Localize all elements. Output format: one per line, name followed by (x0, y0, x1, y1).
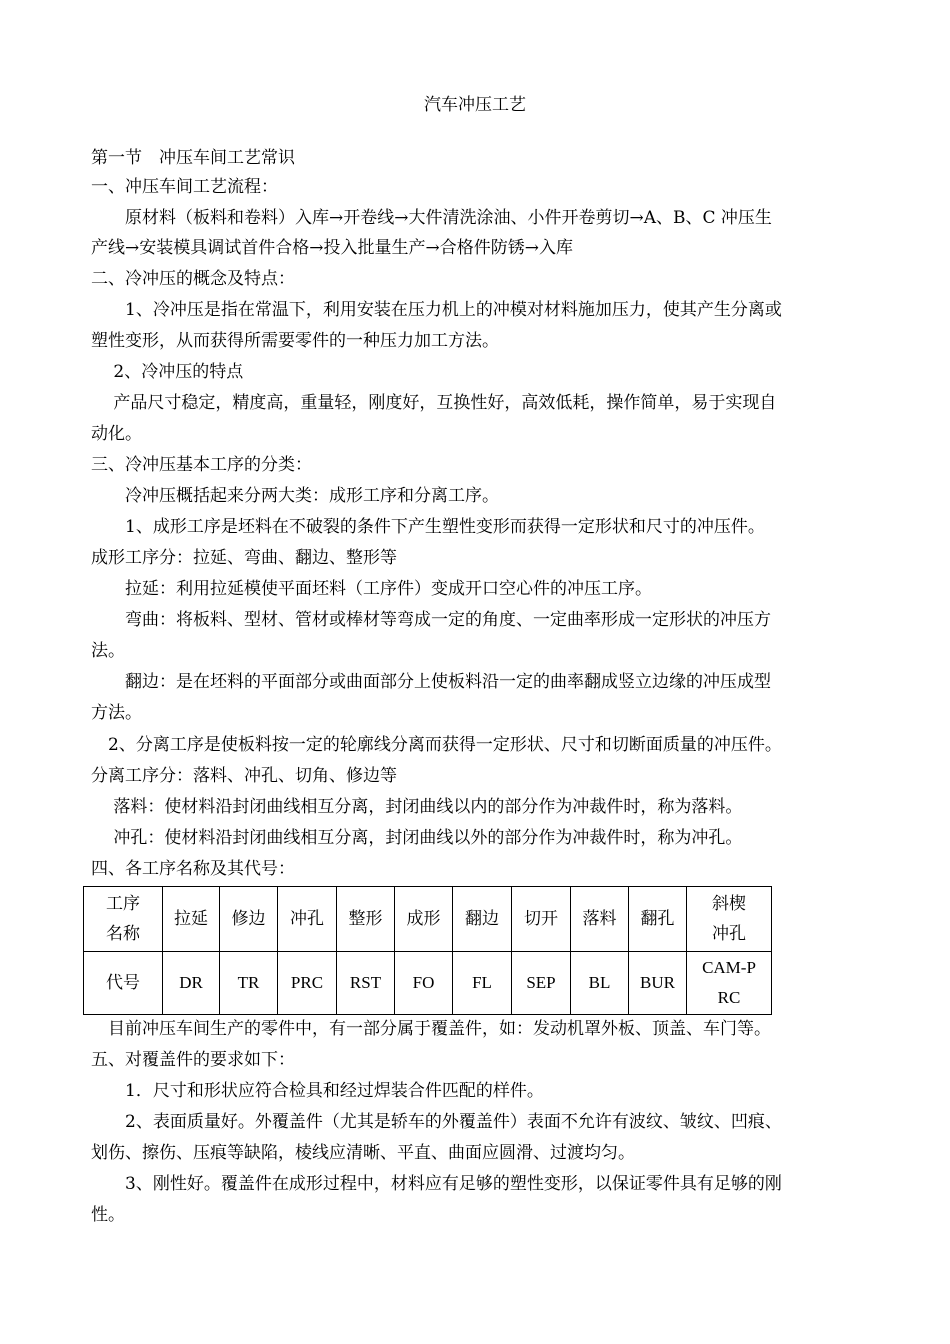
paragraph-line: 法。 (91, 641, 125, 661)
table-cell: 修边 (220, 887, 278, 952)
table-cell (687, 952, 772, 1015)
header-text: 名称 (106, 924, 140, 944)
subsection-heading: 四、各工序名称及其代号： (91, 859, 295, 879)
table-cell: 冲孔 (278, 887, 337, 952)
table-row (84, 887, 772, 952)
paragraph-line: 塑性变形，从而获得所需要零件的一种压力加工方法。 (91, 331, 499, 351)
paragraph-line: 分离工序分：落料、冲孔、切角、修边等 (91, 766, 397, 786)
table-cell: FO (395, 952, 453, 1015)
paragraph-line: 目前冲压车间生产的零件中，有一部分属于覆盖件，如：发动机罩外板、顶盖、车门等。 (91, 1019, 771, 1039)
paragraph-line: 落料：使材料沿封闭曲线相互分离，封闭曲线以内的部分作为冲裁件时，称为落料。 (91, 797, 743, 817)
table-cell: PRC (278, 952, 337, 1015)
subsection-heading: 一、冲压车间工艺流程： (91, 177, 278, 197)
cell-text: CAM-P (702, 958, 756, 977)
subsection-heading: 三、冷冲压基本工序的分类： (91, 455, 312, 475)
table-cell: 翻边 (453, 887, 512, 952)
paragraph-line: 性。 (91, 1205, 125, 1225)
cell-text: 斜楔 (712, 894, 746, 914)
paragraph-line: 成形工序分：拉延、弯曲、翻边、整形等 (91, 548, 397, 568)
table-row (84, 952, 772, 1015)
paragraph-line: 冷冲压概括起来分两大类：成形工序和分离工序。 (91, 486, 499, 506)
paragraph-line: 产品尺寸稳定，精度高，重量轻，刚度好，互换性好，高效低耗，操作简单，易于实现自 (91, 393, 777, 413)
paragraph-line: 弯曲：将板料、型材、管材或棒材等弯成一定的角度、一定曲率形成一定形状的冲压方 (91, 610, 771, 630)
paragraph-line: 冲孔：使材料沿封闭曲线相互分离，封闭曲线以外的部分作为冲裁件时，称为冲孔。 (91, 828, 743, 848)
table-cell: TR (220, 952, 278, 1015)
table-cell: 成形 (395, 887, 453, 952)
subsection-heading: 五、对覆盖件的要求如下： (91, 1050, 295, 1070)
table-cell: 落料 (571, 887, 629, 952)
table-cell: 拉延 (163, 887, 220, 952)
cell-text: 冲孔 (712, 924, 746, 944)
paragraph-line: 3、刚性好。覆盖件在成形过程中，材料应有足够的塑性变形，以保证零件具有足够的刚 (91, 1174, 782, 1194)
document-title: 汽车冲压工艺 (424, 95, 526, 115)
table-header-cell (84, 887, 163, 952)
table-cell: SEP (512, 952, 571, 1015)
table-cell: BUR (629, 952, 687, 1015)
table-cell: 切开 (512, 887, 571, 952)
table-header-cell: 代号 (84, 952, 163, 1015)
table-cell (687, 887, 772, 952)
table-cell: DR (163, 952, 220, 1015)
paragraph-line: 1、冷冲压是指在常温下，利用安装在压力机上的冲模对材料施加压力，使其产生分离或 (91, 300, 782, 320)
paragraph-line: 2、表面质量好。外覆盖件（尤其是轿车的外覆盖件）表面不允许有波纹、皱纹、凹痕、 (91, 1112, 782, 1132)
paragraph-line: 动化。 (91, 424, 142, 444)
paragraph-line: 产线→安装模具调试首件合格→投入批量生产→合格件防锈→入库 (91, 238, 573, 258)
paragraph-line: 2、冷冲压的特点 (91, 362, 244, 382)
paragraph-line: 1．尺寸和形状应符合检具和经过焊装合件匹配的样件。 (91, 1081, 544, 1101)
section-heading: 第一节 冲压车间工艺常识 (91, 148, 295, 168)
paragraph-line: 1、成形工序是坯料在不破裂的条件下产生塑性变形而获得一定形状和尺寸的冲压件。 (91, 517, 765, 537)
paragraph-line: 方法。 (91, 703, 142, 723)
paragraph-line: 划伤、擦伤、压痕等缺陷，棱线应清晰、平直、曲面应圆滑、过渡均匀。 (91, 1143, 635, 1163)
subsection-heading: 二、冷冲压的概念及特点： (91, 269, 295, 289)
table-cell: BL (571, 952, 629, 1015)
process-code-table (83, 886, 772, 1015)
paragraph-line: 2、分离工序是使板料按一定的轮廓线分离而获得一定形状、尺寸和切断面质量的冲压件。 (91, 735, 782, 755)
paragraph-line: 翻边：是在坯料的平面部分或曲面部分上使板料沿一定的曲率翻成竖立边缘的冲压成型 (91, 672, 771, 692)
table-cell: 整形 (337, 887, 395, 952)
table-cell: RST (337, 952, 395, 1015)
header-text: 工序 (106, 894, 140, 914)
cell-text: RC (717, 988, 741, 1007)
paragraph-line: 原材料（板料和卷料）入库→开卷线→大件清洗涂油、小件开卷剪切→A、B、C 冲压生 (91, 208, 772, 228)
table-cell: FL (453, 952, 512, 1015)
table-cell: 翻孔 (629, 887, 687, 952)
paragraph-line: 拉延：利用拉延模使平面坯料（工序件）变成开口空心件的冲压工序。 (91, 579, 652, 599)
